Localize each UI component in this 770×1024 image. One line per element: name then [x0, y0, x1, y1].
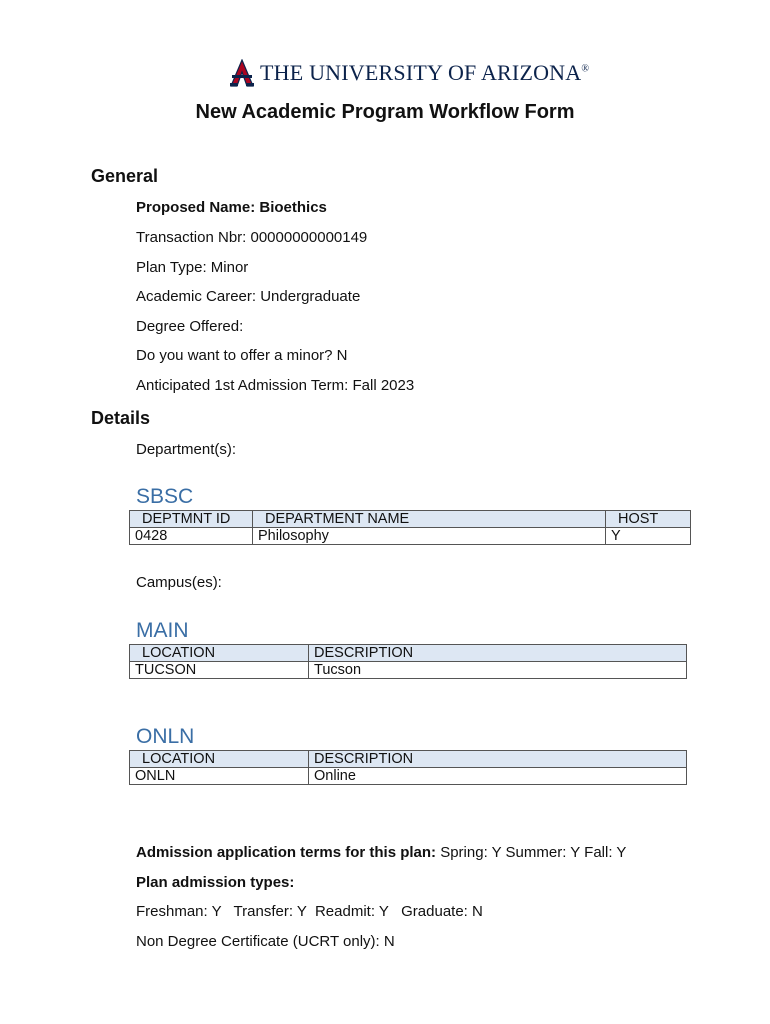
- table-header-row: [130, 751, 687, 768]
- campus-table-online: [129, 750, 687, 785]
- campus-code: MAIN: [136, 619, 189, 642]
- admission-term: Anticipated 1st Admission Term: Fall 2023: [136, 377, 415, 394]
- offer-minor: Do you want to offer a minor? N: [136, 347, 348, 364]
- campuses-label: Campus(es):: [136, 574, 222, 591]
- column-header: LOCATION: [130, 751, 309, 768]
- admission-terms: [136, 844, 626, 861]
- departments-label: Department(s):: [136, 441, 237, 458]
- general-heading: General: [91, 166, 159, 186]
- university-a-logo-icon: [230, 59, 254, 87]
- department-code: SBSC: [136, 485, 194, 508]
- proposed-name: Proposed Name: Bioethics: [136, 199, 327, 216]
- table-row: [130, 662, 687, 679]
- admission-types-label: Plan admission types:: [136, 874, 295, 891]
- logo-text-university: UNIVERSITY OF ARIZONA: [309, 60, 582, 85]
- column-header: DEPTMNT ID: [130, 511, 253, 528]
- campus-table-main: [129, 644, 687, 679]
- table-row: [130, 768, 687, 785]
- transaction-number: Transaction Nbr: 00000000000149: [136, 229, 368, 246]
- table-cell: Online: [309, 768, 687, 785]
- logo-text-the: THE: [260, 60, 304, 85]
- degree-offered: Degree Offered:: [136, 318, 244, 335]
- non-degree-certificate: Non Degree Certificate (UCRT only): N: [136, 933, 395, 950]
- column-header: DEPARTMENT NAME: [253, 511, 606, 528]
- form-title: New Academic Program Workflow Form: [195, 101, 575, 123]
- logo-registered-mark: ®: [581, 63, 590, 75]
- details-heading: Details: [91, 408, 151, 428]
- table-cell: Tucson: [309, 662, 687, 679]
- column-header: LOCATION: [130, 645, 309, 662]
- table-cell: Philosophy: [253, 528, 606, 545]
- admission-terms-value: Spring: Y Summer: Y Fall: Y: [436, 844, 627, 861]
- plan-type: Plan Type: Minor: [136, 259, 249, 276]
- admission-types: Freshman: Y Transfer: Y Readmit: Y Graduate: N: [136, 903, 483, 920]
- column-header: DESCRIPTION: [309, 645, 687, 662]
- table-header-row: [130, 511, 691, 528]
- academic-career: Academic Career: Undergraduate: [136, 288, 361, 305]
- table-header-row: [130, 645, 687, 662]
- table-cell: Y: [606, 528, 691, 545]
- campus-code: ONLN: [136, 725, 195, 748]
- table-row: [130, 528, 691, 545]
- table-cell: 0428: [130, 528, 253, 545]
- university-logo: [230, 58, 589, 88]
- column-header: DESCRIPTION: [309, 751, 687, 768]
- column-header: HOST: [606, 511, 691, 528]
- admission-terms-label: Admission application terms for this plan:: [136, 844, 437, 861]
- table-cell: TUCSON: [130, 662, 309, 679]
- department-table: [129, 510, 691, 545]
- table-cell: ONLN: [130, 768, 309, 785]
